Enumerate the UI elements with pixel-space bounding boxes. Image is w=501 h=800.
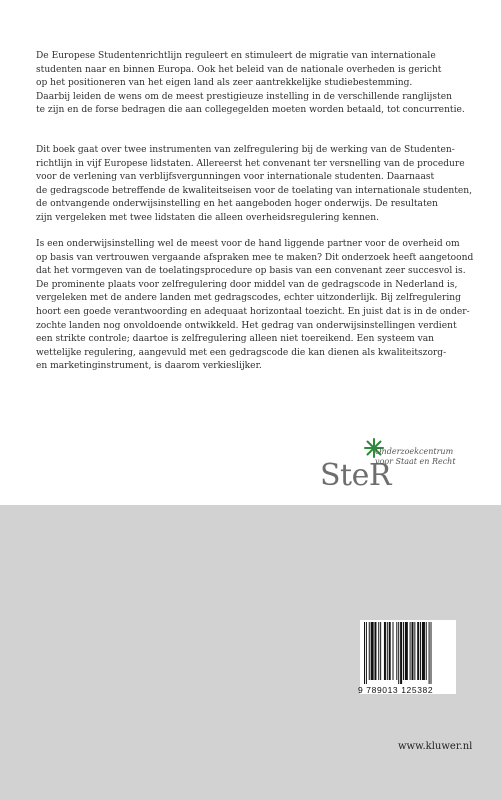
barcode-bar (378, 622, 379, 680)
logo-wordmark: SteR (320, 458, 391, 493)
barcode-bar (422, 622, 425, 680)
logo-tagline-line: voor Staat en Recht (375, 457, 456, 466)
barcode-bar (420, 622, 421, 680)
barcode-bar (371, 622, 374, 680)
barcode-bar (417, 622, 419, 680)
barcode-bar (429, 622, 430, 684)
text-line: De Europese Studentenrichtlijn reguleert en stimuleert de migratie van internationale (36, 51, 436, 61)
text-line: te zijn en de forse bedragen die aan collegegelden moeten worden betaald, tot concurrentie. (36, 105, 465, 116)
barcode-bar (396, 622, 397, 680)
text-line: de gedragscode betreffende de kwaliteitseisen voor de toelating van internationale studenten, (36, 185, 473, 196)
barcode-bar (426, 622, 427, 680)
text-line: richtlijn in vijf Europese lidstaten. Allereerst het convenant ter versnelling van de procedure (36, 158, 465, 169)
text-line: zijn vergeleken met twee lidstaten die alleen overheidsregulering kennen. (36, 212, 380, 223)
text-line: vergeleken met de andere landen met gedragscodes, echter uitzonderlijk. Bij zelfregulering (36, 293, 461, 304)
text-line: dat het vormgeven van de toelatingsprocedure op basis van een convenant zeer succesvol is. (36, 266, 466, 277)
barcode-bar (405, 622, 408, 680)
barcode-bar (410, 622, 411, 680)
barcode-bar (389, 622, 391, 680)
text-line: en marketinginstrument, is daarom verkieslijker. (36, 361, 262, 372)
text-line: De prominente plaats voor zelfregulering door middel van de gedragscode in Nederland is, (36, 279, 458, 290)
barcode-bar (414, 622, 415, 680)
barcode-bar (400, 622, 402, 684)
barcode-bar (403, 622, 404, 680)
text-line: een strikte controle; daartoe is zelfregulering alleen niet toereikend. Een systeem van (36, 334, 435, 345)
text-line: hoort een goede verantwoording en adequaat horizontaal toezicht. En juist dat is in de onder- (36, 306, 470, 317)
text-line: voor de verlening van verblijfsvergunningen voor internationale studenten. Daarnaast (36, 172, 435, 183)
text-line: op basis van vertrouwen vergaande afspraken mee te maken? Dit onderzoek heeft aangetoond (36, 252, 474, 263)
text-line: Is een onderwijsinstelling wel de meest voor de hand liggende partner voor de overheid om (36, 239, 460, 249)
text-line: Dit boek gaat over twee instrumenten van zelfregulering bij de werking van de Studenten- (36, 145, 455, 155)
barcode-bar (374, 622, 376, 680)
paragraph-conclusion (36, 238, 476, 374)
barcode-bar (384, 622, 386, 680)
barcode-bar (398, 622, 399, 684)
text-line: wettelijke regulering, aangevuld met een gedragscode die kan dienen als kwaliteitszorg- (36, 347, 447, 358)
barcode-bar (369, 622, 370, 680)
logo-tagline-line: Onderzoekcentrum (375, 447, 454, 456)
barcode-bar (393, 622, 394, 680)
publisher-url: www.kluwer.nl (398, 741, 473, 752)
paragraph-intro (36, 50, 476, 118)
barcode-bar (380, 622, 381, 680)
text-line: de ontvangende onderwijsinstelling en het aangeboden hoger onderwijs. De resultaten (36, 199, 438, 210)
barcode-bar (364, 622, 365, 684)
text-line: op het positioneren van het eigen land als zeer aantrekkelijke studiebestemming. (36, 78, 413, 89)
text-line: zochte landen nog onvoldoende ontwikkeld. Het gedrag van onderwijsinstellingen verdient (36, 320, 457, 331)
barcode-bar (387, 622, 388, 680)
text-line: studenten naar en binnen Europa. Ook het beleid van de nationale overheden is gericht (36, 64, 442, 75)
logo-tagline (375, 447, 456, 467)
barcode-bars (360, 620, 456, 684)
barcode (360, 620, 456, 694)
text-line: Daarbij leiden de wens om de meest prestigieuze instelling in de verschillende ranglijsten (36, 91, 452, 102)
barcode-digits: 9 789013 125382 (358, 685, 434, 695)
barcode-bar (366, 622, 367, 684)
barcode-bar (431, 622, 432, 684)
barcode-bar (412, 622, 414, 680)
paragraph-scope (36, 144, 476, 226)
